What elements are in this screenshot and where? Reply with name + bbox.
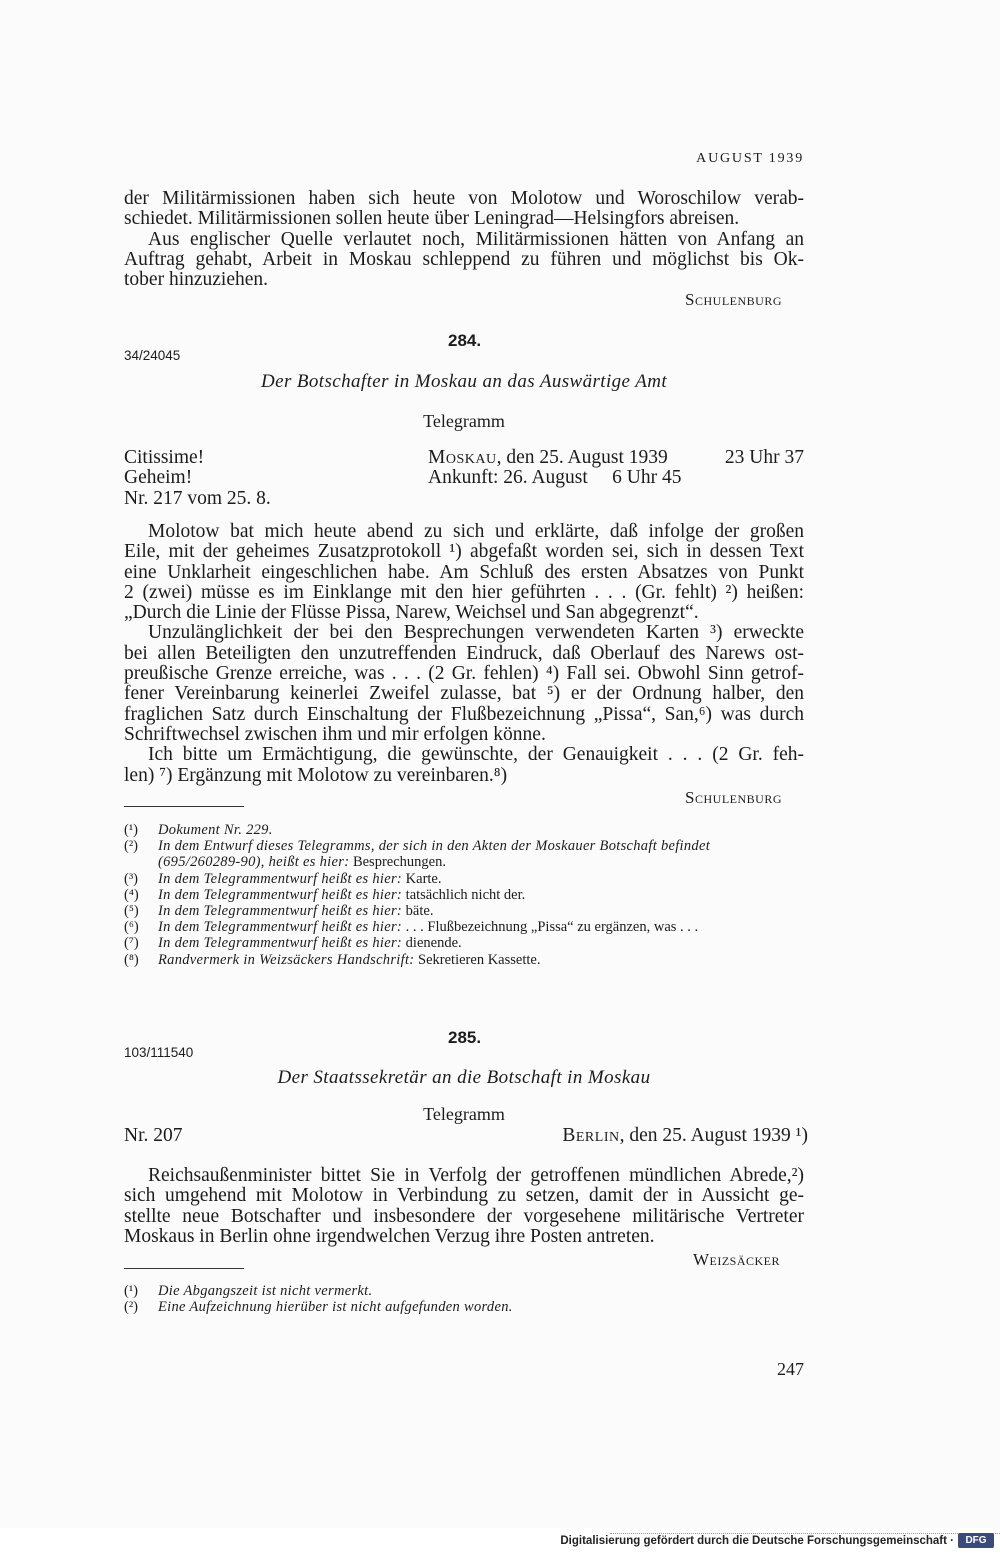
- prev-doc-text: [124, 189, 804, 290]
- document-number: 285.: [448, 1028, 482, 1047]
- running-title: AUGUST 1939: [696, 151, 804, 166]
- text-line: preußische Grenze erreiche, was . . . (2 Gr. fehlen) ⁴) Fall sei. Obwohl Sinn getrof-: [124, 663, 804, 685]
- footnote-rule: [124, 1268, 244, 1269]
- page-number: 247: [777, 1359, 804, 1379]
- nr-line: [124, 1126, 808, 1146]
- footnote: (³) In dem Telegrammentwurf heißt es hier: Karte.: [124, 870, 442, 887]
- dateline: [562, 1126, 808, 1146]
- text-line: Unzulänglichkeit der bei den Besprechungen verwendeten Karten ³) erweckte: [148, 622, 804, 644]
- dateline: [428, 448, 804, 468]
- digitization-credit: Digitalisierung gefördert durch die Deutsche Forschungsgemeinschaft ·: [560, 1535, 954, 1547]
- doc285-footnotes: [124, 1283, 808, 1315]
- doc284-footnotes: [124, 822, 808, 968]
- footnote: (¹) Die Abgangszeit ist nicht vermerkt.: [124, 1283, 373, 1299]
- text-line: Moskaus in Berlin ohne irgendwelchen Verzug ihre Posten antreten.: [124, 1225, 655, 1247]
- meta-line: Citissime!: [124, 447, 205, 468]
- text-line: der Militärmissionen haben sich heute von Molotow und Woroschilow verab-: [124, 188, 804, 209]
- text-line: Aus englischer Quelle verlautet noch, Militärmissionen hätten von Anfang an: [148, 228, 804, 250]
- file-reference: 103/111540: [124, 1045, 194, 1060]
- text-line: Schriftwechsel zwischen ihm und mir erfolgen könne.: [124, 723, 546, 745]
- time-sent: 23 Uhr 37: [724, 447, 804, 468]
- date: , den 25. August 1939: [496, 447, 668, 468]
- text-line: 2 (zwei) müsse es im Einklange mit den hier geführten . . . (Gr. fehlt) ²) heißen:: [124, 581, 804, 603]
- footnote: (⁷) In dem Telegrammentwurf heißt es hier: dienende.: [124, 935, 462, 952]
- file-reference: 34/24045: [124, 348, 181, 363]
- meta-line: Nr. 217 vom 25. 8.: [124, 487, 271, 509]
- text-line: bei allen Beteiligten den unzutreffenden Eindruck, daß Oberlauf des Narews ost-: [124, 642, 804, 664]
- date: , den 25. August 1939 ¹): [619, 1125, 808, 1146]
- text-line: schiedet. Militärmissionen sollen heute über Leningrad—Helsingfors abreisen.: [124, 208, 740, 230]
- footnote: (²) In dem Entwurf dieses Telegramms, der sich in den Akten der Moskauer Botschaft befindet: [124, 838, 711, 855]
- signature: Schulenburg: [685, 788, 782, 807]
- document-title: Der Staatssekretär an die Botschaft in Moskau: [277, 1067, 651, 1088]
- text-line: tober hinzuziehen.: [124, 269, 269, 291]
- footnote: (⁴) In dem Telegrammentwurf heißt es hier: tatsächlich nicht der.: [124, 886, 526, 903]
- text-line: „Durch die Linie der Flüsse Pissa, Narew, Weichsel und San abgegrenzt“.: [124, 602, 699, 624]
- text-line: Auftrag gehabt, Arbeit in Moskau schleppend zu führen und möglichst bis Ok-: [124, 248, 804, 270]
- text-line: Ich bitte um Ermächtigung, die gewünschte, der Genauigkeit . . . (2 Gr. feh-: [148, 744, 804, 766]
- text-line: fraglichen Satz durch Einschaltung der Flußbezeichnung „Pissa“, San,⁶) was durch: [124, 703, 804, 725]
- meta-line: Geheim!: [124, 467, 193, 489]
- document-type: Telegramm: [423, 1104, 505, 1124]
- footnote: (⁶) In dem Telegrammentwurf heißt es hier: . . . Flußbezeichnung „Pissa“ zu ergänzen, was . . .: [124, 919, 699, 936]
- footnote: (⁵) In dem Telegrammentwurf heißt es hier: bäte.: [124, 903, 434, 920]
- dfg-logo: DFG: [958, 1533, 994, 1548]
- signature: Weizsäcker: [692, 1250, 780, 1269]
- text-line: Molotow bat mich heute abend zu sich und erklärte, daß infolge der großen: [148, 521, 804, 542]
- footnote: (¹) Dokument Nr. 229.: [124, 822, 273, 838]
- doc284-body: [124, 522, 804, 786]
- doc-nr-dateline: [124, 1126, 808, 1146]
- signature: Schulenburg: [685, 290, 782, 309]
- doc285-body: [124, 1166, 804, 1247]
- document-title: Der Botschafter in Moskau an das Auswärtige Amt: [261, 371, 667, 392]
- footnote: (⁸) Randvermerk in Weizsäckers Handschrift: Sekretieren Kassette.: [124, 951, 541, 968]
- place: Moskau: [428, 447, 497, 468]
- doc-nr: Nr. 207: [124, 1125, 183, 1146]
- footnote-rule: [124, 806, 244, 807]
- footnote: (²) Eine Aufzeichnung hierüber ist nicht aufgefunden worden.: [124, 1299, 513, 1316]
- text-line: Eile, mit der geheimes Zusatzprotokoll ¹) abgefaßt worden sei, sich in dessen Text: [124, 541, 804, 563]
- footnote: (695/260289-90), heißt es hier: Besprechungen.: [158, 854, 446, 871]
- place: Berlin: [562, 1125, 620, 1146]
- document-type: Telegramm: [423, 411, 505, 431]
- text-line: sich umgehend mit Molotow in Verbindung zu setzen, damit der in Aussicht ge-: [124, 1185, 804, 1207]
- text-line: stellte neue Botschafter und insbesondere der vorgesehene militärische Vertreter: [124, 1205, 804, 1227]
- text-line: fener Vereinbarung keinerlei Zweifel zulasse, bat ⁵) er der Ordnung halber, den: [124, 683, 804, 705]
- text-line: len) ⁷) Ergänzung mit Molotow zu vereinbaren.⁸): [124, 764, 508, 786]
- arrival: Ankunft: 26. August 6 Uhr 45: [428, 467, 682, 489]
- text-line: eine Unklarheit eingeschlichen habe. Am Schluß des ersten Absatzes von Punkt: [124, 561, 804, 583]
- header-meta-right: [428, 448, 804, 489]
- text-line: Reichsaußenminister bittet Sie in Verfolg der getroffenen mündlichen Abrede,²): [148, 1165, 804, 1186]
- header-meta-left: [124, 448, 404, 509]
- document-number: 284.: [448, 331, 482, 350]
